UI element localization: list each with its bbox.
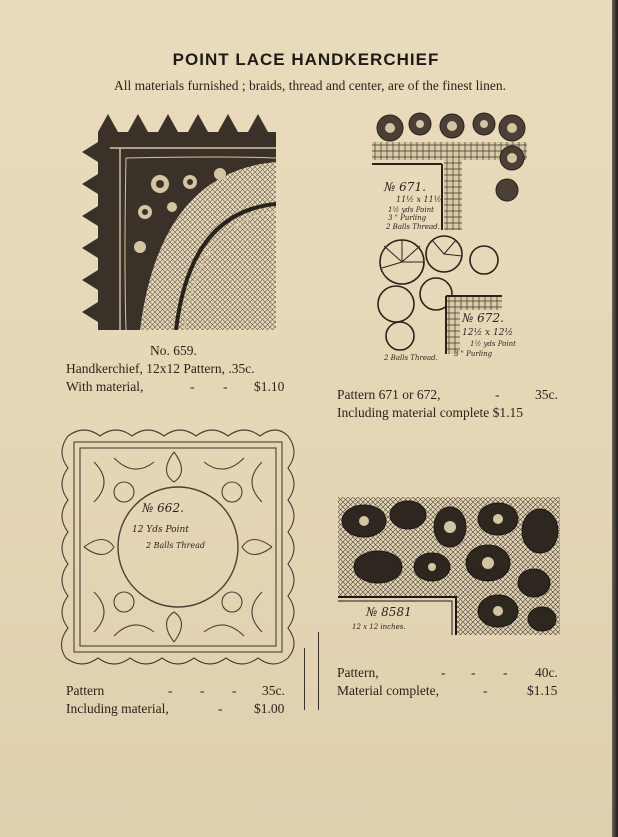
item-659-price: $1.10 xyxy=(254,379,285,394)
handwritten-note-8581 xyxy=(352,600,448,634)
item-671-line2: Including material complete $1.15 xyxy=(337,405,523,420)
item-662-line1-label: Pattern xyxy=(66,683,105,698)
note-671-thread: 2 Balls Thread. xyxy=(386,223,440,231)
item-671-line1-label: Pattern 671 or 672, xyxy=(337,387,441,402)
item-659-line2-label: With material, xyxy=(66,379,144,394)
note-671-point: 1½ yds Point xyxy=(388,206,434,214)
dash: - xyxy=(223,379,228,394)
item-662-material-price: $1.00 xyxy=(254,701,285,716)
dash: - xyxy=(168,683,173,698)
dash: - xyxy=(190,379,195,394)
item-662-price: 35c. xyxy=(262,683,285,698)
item-8581-line2-label: Material complete, xyxy=(337,683,439,698)
note-671-purling: 3 " Purling xyxy=(388,214,427,222)
note-671-number: № 671. xyxy=(384,180,426,194)
item-8581-line1-label: Pattern, xyxy=(337,665,379,680)
note-672-point: 1½ yds Point xyxy=(470,340,516,348)
note-672-size: 12½ x 12½ xyxy=(462,328,514,338)
item-8581-price: 40c. xyxy=(535,665,558,680)
item-659-number: No. 659. xyxy=(150,343,197,358)
dash: - xyxy=(503,665,508,680)
handwritten-note-662 xyxy=(120,496,232,558)
dash: - xyxy=(483,683,488,698)
page-subtitle: All materials furnished ; braids, thread and center, are of the finest linen. xyxy=(114,78,506,93)
note-662-thread: 2 Balls Thread xyxy=(146,541,205,550)
note-662-point: 12 Yds Point xyxy=(132,525,189,535)
item-659-caption xyxy=(66,342,296,396)
item-671-672-caption xyxy=(337,386,567,422)
note-8581-number: № 8581 xyxy=(366,605,412,619)
divider-line xyxy=(318,632,319,710)
dash: - xyxy=(200,683,205,698)
page-edge-shadow xyxy=(612,0,618,837)
dash: - xyxy=(471,665,476,680)
item-671-price: 35c. xyxy=(535,387,558,402)
item-8581-material-price: $1.15 xyxy=(527,683,558,698)
lace-corner-659-illustration xyxy=(80,112,276,330)
handwritten-note-672 xyxy=(384,306,524,366)
item-8581-caption xyxy=(337,664,567,700)
item-662-line2-label: Including material, xyxy=(66,701,169,716)
note-8581-size: 12 x 12 inches. xyxy=(352,623,406,631)
note-672-thread: 2 Balls Thread. xyxy=(384,354,438,362)
note-672-purling: 3 " Purling xyxy=(454,350,493,358)
handwritten-note-671 xyxy=(382,178,462,234)
dash: - xyxy=(232,683,237,698)
dash: - xyxy=(441,665,446,680)
page-title: POINT LACE HANDKERCHIEF xyxy=(172,50,440,69)
note-662-number: № 662. xyxy=(142,501,184,515)
divider-line xyxy=(304,648,305,710)
note-672-number: № 672. xyxy=(462,311,504,325)
item-662-caption xyxy=(66,682,294,718)
note-671-size: 11½ x 11½ xyxy=(396,195,442,204)
item-659-line1: Handkerchief, 12x12 Pattern, .35c. xyxy=(66,361,255,376)
dash: - xyxy=(495,387,500,402)
dash: - xyxy=(218,701,223,716)
